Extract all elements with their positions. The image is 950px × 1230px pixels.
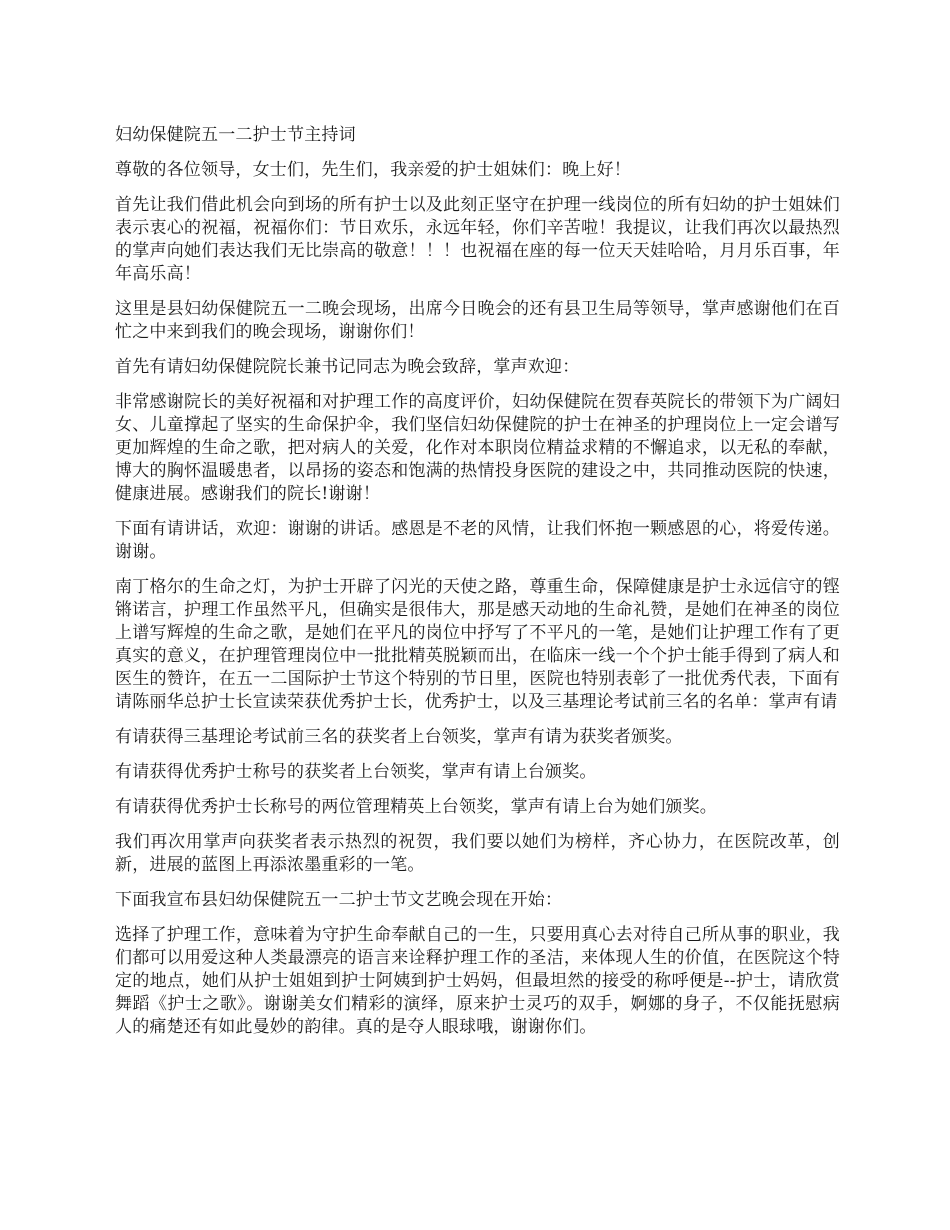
paragraph-blessing: 首先让我们借此机会向到场的所有护士以及此刻正坚守在护理一线岗位的所有妇幼的护士姐妹们表示衷心的祝福，祝福你们：节日欢乐，永远年轻，你们辛苦啦！我提议，让我们再次以最热烈的掌声向她们表达我们无比崇高的敬意！！！也祝福在座的每一位天天娃哈哈，月月乐百事，年年高乐高！ [115,195,840,284]
paragraph-award-head-nurse: 有请获得优秀护士长称号的两位管理精英上台领奖，掌声有请上台为她们颁奖。 [115,797,717,817]
paragraph-congratulations: 我们再次用掌声向获奖者表示热烈的祝贺，我们要以她们为榜样，齐心协力，在医院改革，创新，进展的蓝图上再添浓墨重彩的一笔。 [115,832,840,875]
paragraph-nightingale: 南丁格尔的生命之灯，为护士开辟了闪光的天使之路，尊重生命，保障健康是护士永远信守的铿锵诺言，护理工作虽然平凡，但确实是很伟大，那是感天动地的生命礼赞，是她们在神圣的岗位上谱写辉煌的生命之歌，是她们在平凡的岗位中抒写了不平凡的一笔，是她们让护理工作有了更真实的意义，在护理管理岗位中一批批精英脱颖而出，在临床一线一个个护士能手得到了病人和医生的赞许，在五一二国际护士节这个特别的节日里，医院也特别表彰了一批优秀代表，下面有请陈丽华总护士长宣读荣获优秀护士长，优秀护士，以及三基理论考试前三名的名单：掌声有请 [115,577,840,712]
paragraph-dance: 选择了护理工作，意味着为守护生命奉献自己的一生，只要用真心去对待自己所从事的职业，我们都可以用爱这种人类最漂亮的语言来诠释护理工作的圣洁，来体现人生的价值，在医院这个特定的地点，她们从护士姐姐到护士阿姨到护士妈妈，但最坦然的接受的称呼便是--护士，请欣赏舞蹈《护士之歌》。谢谢美女们精彩的演绎，原来护士灵巧的双手，婀娜的身子，不仅能抚慰病人的痛楚还有如此曼妙的韵律。真的是夺人眼球哦，谢谢你们。 [115,925,840,1037]
paragraph-award-nurse: 有请获得优秀护士称号的获奖者上台领奖，掌声有请上台颁奖。 [115,762,597,782]
paragraph-invite-director: 首先有请妇幼保健院院长兼书记同志为晚会致辞，掌声欢迎： [115,357,580,377]
document-page [115,124,840,1051]
paragraph-greeting: 尊敬的各位领导，女士们，先生们，我亲爱的护士姐妹们：晚上好！ [115,160,631,180]
paragraph-award-exam: 有请获得三基理论考试前三名的获奖者上台领奖，掌声有请为获奖者颁奖。 [115,727,683,747]
paragraph-venue: 这里是县妇幼保健院五一二晚会现场，出席今日晚会的还有县卫生局等领导，掌声感谢他们在百忙之中来到我们的晚会现场，谢谢你们！ [115,299,840,342]
paragraph-speech: 下面有请讲话，欢迎：谢谢的讲话。感恩是不老的风情，让我们怀抱一颗感恩的心，将爱传递。谢谢。 [115,519,840,562]
paragraph-announce-start: 下面我宣布县妇幼保健院五一二护士节文艺晚会现在开始： [115,890,563,910]
paragraph-thanks-director: 非常感谢院长的美好祝福和对护理工作的高度评价，妇幼保健院在贺春英院长的带领下为广阔妇女、儿童撑起了坚实的生命保护伞，我们坚信妇幼保健院的护士在神圣的护理岗位上一定会谱写更加辉煌的生命之歌，把对病人的关爱，化作对本职岗位精益求精的不懈追求，以无私的奉献，博大的胸怀温暖患者，以昂扬的姿态和饱满的热情投身医院的建设之中，共同推动医院的快速，健康进展。感谢我们的院长!谢谢！ [115,392,840,504]
document-title: 妇幼保健院五一二护士节主持词 [115,125,356,145]
